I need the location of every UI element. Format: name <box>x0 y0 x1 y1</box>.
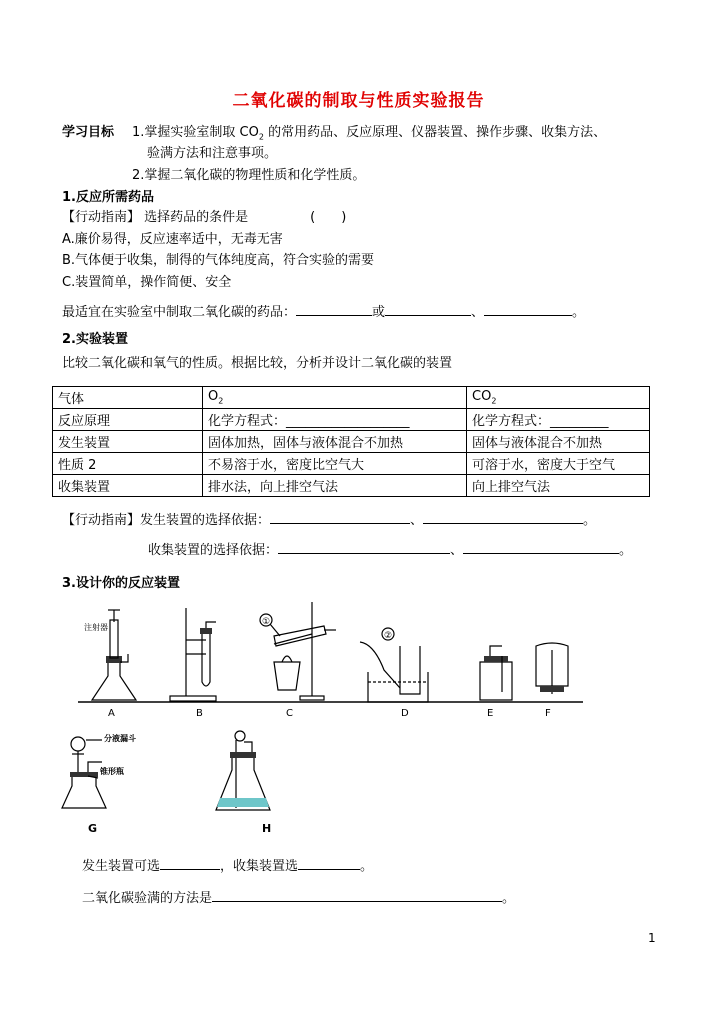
option-a: A.廉价易得，反应速率适中，无毒无害 <box>62 232 283 247</box>
answer-blank[interactable] <box>160 857 220 870</box>
table-cell: 固体加热，固体与液体混合不加热 <box>203 431 467 453</box>
answer-blank[interactable] <box>270 511 410 524</box>
table-header-cell: $CO_2$ <box>467 387 650 409</box>
table-cell: 不易溶于水，密度比空气大 <box>203 453 467 475</box>
answer-blank[interactable] <box>423 511 583 524</box>
device-choice-question: 发生装置可选 ，收集装置选 。 <box>82 859 374 874</box>
comparison-table <box>52 386 650 497</box>
label-d: D <box>401 708 409 719</box>
table-header-cell: $O_2$ <box>203 387 467 409</box>
section-3-heading: 3.设计你的反应装置 <box>62 576 180 591</box>
objectives-label: 学习目标 <box>62 125 115 140</box>
callout-2: ② <box>384 631 393 641</box>
table-cell: 收集装置 <box>53 475 203 497</box>
apparatus-d <box>360 628 428 702</box>
page-title: 二氧化碳的制取与性质实验报告 <box>232 91 485 111</box>
apparatus-c <box>260 602 336 700</box>
table-cell: 可溶于水，密度大于空气 <box>467 453 650 475</box>
syringe-label: 注射器 <box>84 623 108 632</box>
option-c: C.装置简单，操作简便、安全 <box>62 275 232 290</box>
section-1-heading: 1.反应所需药品 <box>62 190 154 205</box>
label-b: B <box>196 708 203 719</box>
apparatus-b <box>170 608 216 701</box>
table-cell[interactable]: 化学方程式：___________________ <box>203 409 467 431</box>
answer-blank[interactable] <box>212 889 502 902</box>
objective-1-line-1: 1.掌握实验室制取 $CO_2$ 的常用药品、反应原理、仪器装置、操作步骤、收集方法、 <box>132 125 607 142</box>
guide-generator-basis: 【行动指南】发生装置的选择依据： 、 。 <box>62 513 597 528</box>
objective-2: 2.掌握二氧化碳的物理性质和化学性质。 <box>132 168 366 183</box>
table-cell: 性质 2 <box>53 453 203 475</box>
table-header-cell: 气体 <box>53 387 203 409</box>
table-cell: 发生装置 <box>53 431 203 453</box>
funnel-label: 分液漏斗 <box>104 734 136 743</box>
table-cell: 排水法，向上排空气法 <box>203 475 467 497</box>
objective-1-line-2: 验满方法和注意事项。 <box>147 146 278 161</box>
apparatus-figure-a-f <box>78 600 583 722</box>
answer-blank[interactable] <box>278 541 450 554</box>
label-e: E <box>487 708 494 719</box>
table-cell: 反应原理 <box>53 409 203 431</box>
label-h: H <box>262 822 272 835</box>
table-cell: 固体与液体混合不加热 <box>467 431 650 453</box>
label-a: A <box>108 708 115 719</box>
table-row <box>53 475 650 497</box>
table-cell: 向上排空气法 <box>467 475 650 497</box>
apparatus-h <box>210 730 276 818</box>
label-c: C <box>286 708 293 719</box>
section-1-guide: 【行动指南】 选择药品的条件是 ( ) <box>62 210 347 225</box>
option-b: B.气体便于收集，制得的气体纯度高，符合实验的需要 <box>62 253 375 268</box>
answer-blank[interactable] <box>385 303 471 316</box>
section-2-intro: 比较二氧化碳和氧气的性质。根据比较，分析并设计二氧化碳的装置 <box>62 356 453 371</box>
answer-blank[interactable] <box>298 857 360 870</box>
fullness-test-question: 二氧化碳验满的方法是 。 <box>82 891 516 906</box>
answer-blank[interactable] <box>463 541 619 554</box>
apparatus-f <box>536 643 568 694</box>
page-number: 1 <box>648 931 656 945</box>
answer-blank[interactable] <box>484 303 572 316</box>
flask-label: 锥形瓶 <box>100 767 124 776</box>
label-g: G <box>88 822 98 835</box>
answer-blank[interactable] <box>296 303 372 316</box>
table-row <box>53 409 650 431</box>
label-f: F <box>545 708 551 719</box>
table-cell[interactable]: 化学方程式：_________ <box>467 409 650 431</box>
section-2-heading: 2.实验装置 <box>62 332 128 347</box>
guide-collector-basis: 收集装置的选择依据： 、 。 <box>148 543 633 558</box>
reagent-question: 最适宜在实验室中制取二氧化碳的药品： 或 、 。 <box>62 305 586 320</box>
table-row <box>53 453 650 475</box>
apparatus-e <box>480 646 512 700</box>
table-row <box>53 431 650 453</box>
table-header-row <box>53 387 650 409</box>
apparatus-a <box>84 610 136 700</box>
callout-1: ① <box>262 617 271 627</box>
